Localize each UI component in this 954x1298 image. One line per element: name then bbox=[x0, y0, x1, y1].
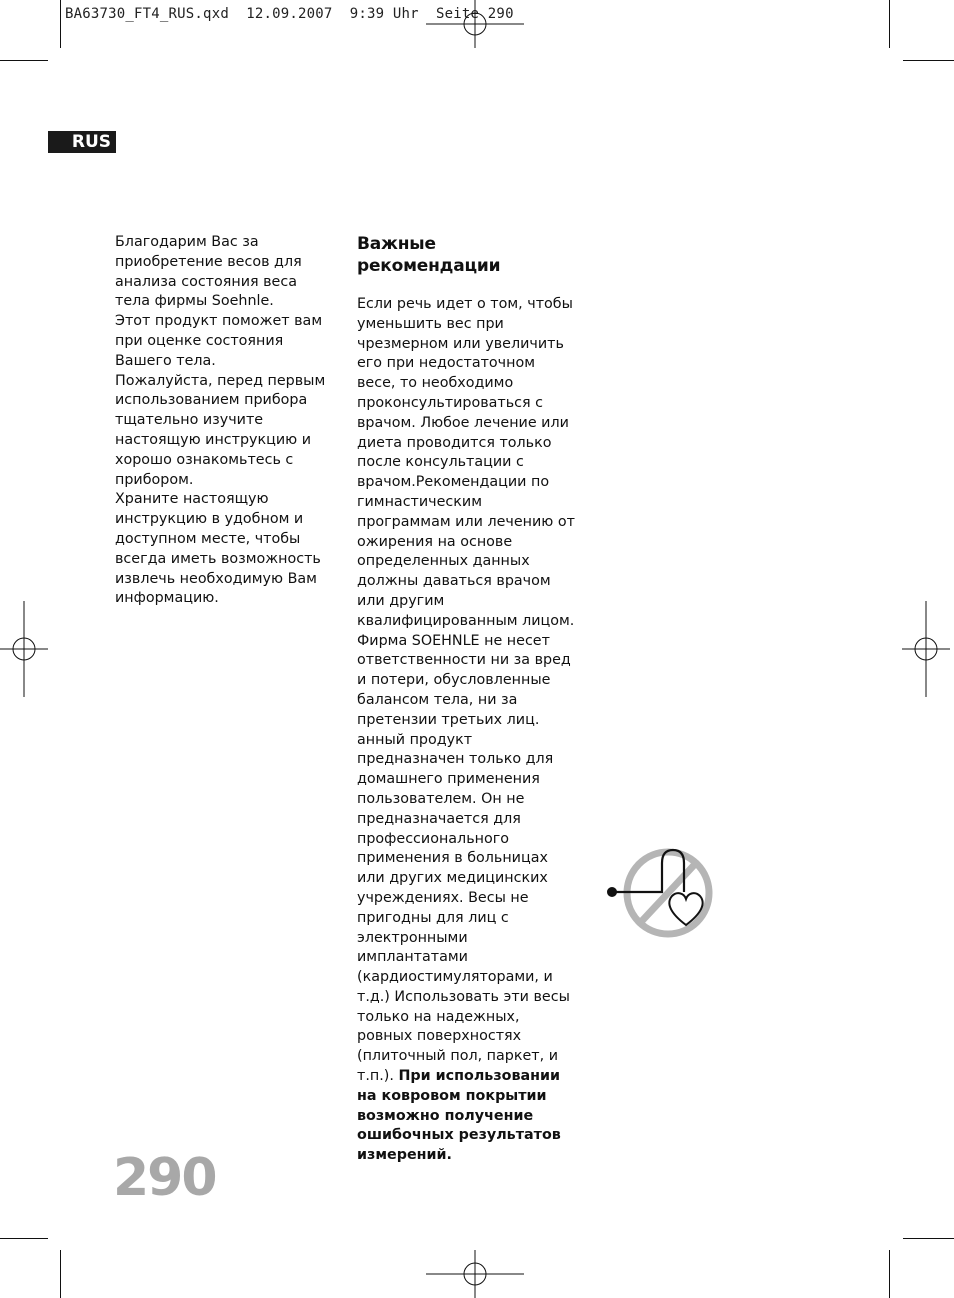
language-badge: RUS bbox=[48, 131, 116, 153]
recommendations-body: Если речь идет о том, чтобы уменьшить вес при чрезмерном или увеличить его при недостаточном весе, то необходимо проконсультироваться с врачом. Любое лечение или диета проводится только после консультации с врачом.Рекомендации по гимнастическим программам или лечению от ожирения на основе определенных данных должны даваться врачом или другим квалифицированным лицом. Фирма SOEHNLE не несет ответственности ни за вред и потери, обусловленные балансом тела, ни за претензии третьих лиц. анный продукт предназначен только для домашнего применения пользователем. Он не предназначается для профессионального применения в больницах или других медицинских учреждениях. Весы не пригодны для лиц с электронными имплантатами (кардиостимуляторами, и т.д.) Использовать эти весы только на надежных, ровных поверхностях (плиточный пол, паркет, и т.п.). bbox=[357, 296, 575, 1085]
carpet-warning: При использовании на ковровом покрытии возможно получение ошибочных результатов измерений. bbox=[357, 1068, 561, 1164]
recommendations-text bbox=[357, 295, 577, 1166]
intro-paragraph: Храните настоящую инструкцию в удобном и доступном месте, чтобы всегда иметь возможность извлечь необходимую Вам информацию. bbox=[115, 491, 321, 607]
print-slug: BA63730_FT4_RUS.qxd 12.09.2007 9:39 Uhr Seite 290 bbox=[65, 6, 514, 22]
registration-mark-icon bbox=[0, 601, 48, 697]
intro-paragraph: Благодарим Вас за приобретение весов для анализа состояния веса тела фирмы Soehnle. bbox=[115, 234, 302, 310]
page-number: 290 bbox=[113, 1148, 216, 1208]
registration-mark-icon bbox=[902, 601, 950, 697]
intro-paragraph: Пожалуйста, перед первым использованием прибора тщательно изучите настоящую инструкцию и хорошо ознакомьтесь с прибором. bbox=[115, 372, 326, 488]
registration-mark-icon bbox=[426, 1250, 524, 1298]
intro-paragraph: Этот продукт поможет вам при оценке состояния Вашего тела. bbox=[115, 313, 323, 369]
recommendations-column bbox=[357, 233, 577, 1166]
registration-mark-icon bbox=[426, 0, 524, 48]
intro-column bbox=[115, 233, 330, 609]
section-heading: Важные рекомендации bbox=[357, 234, 501, 276]
no-pacemaker-icon bbox=[600, 845, 720, 945]
